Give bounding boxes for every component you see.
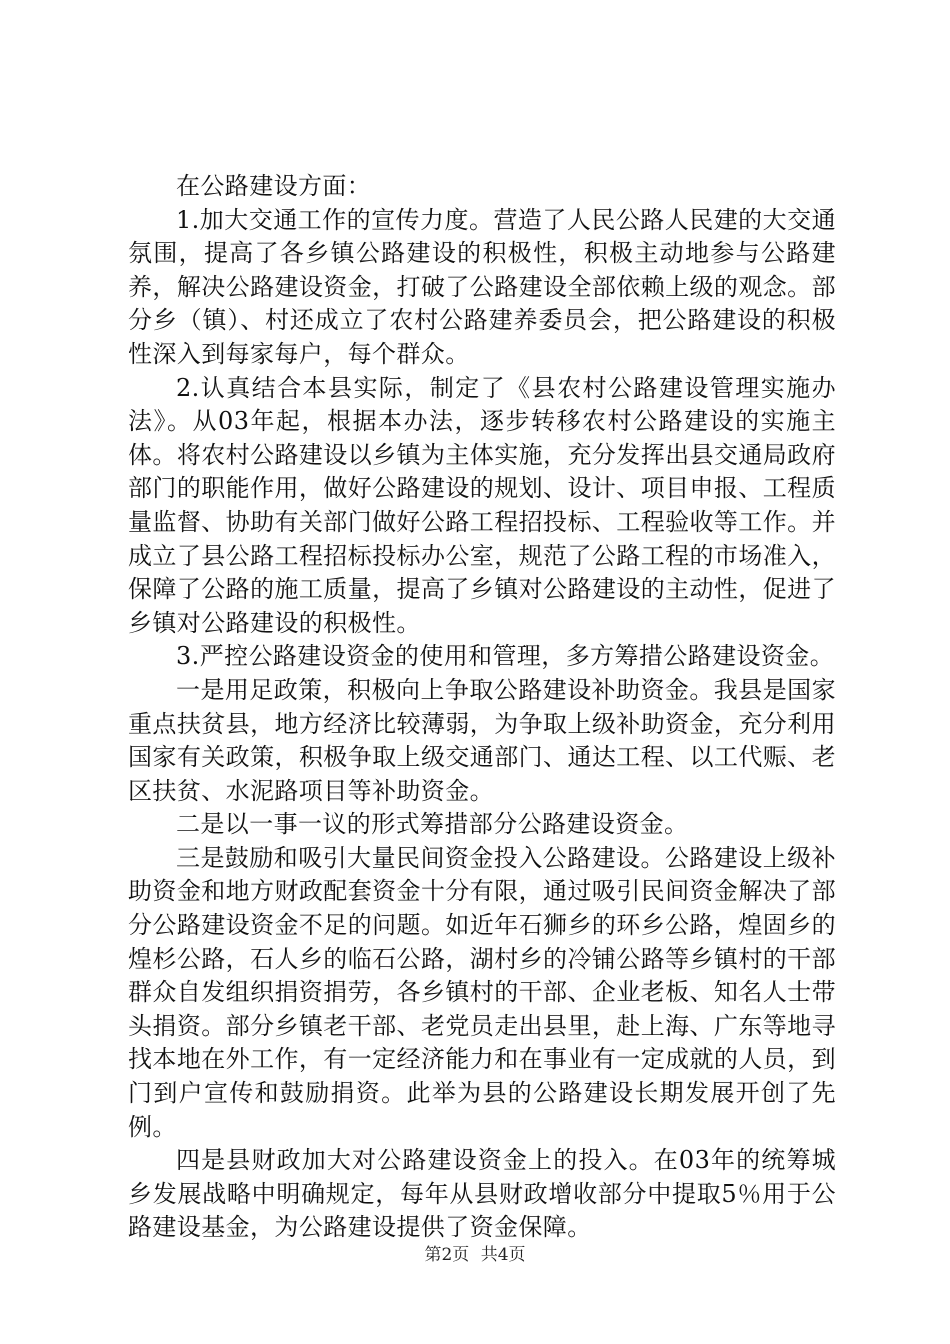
paragraph-point-4: 四是县财政加大对公路建设资金上的投入。在03年的统筹城乡发展战略中明确规定，每年从县财政增收部分中提取5％用于公路建设基金，为公路建设提供了资金保障。 (128, 1146, 836, 1242)
paragraph-item-3: 3.严控公路建设资金的使用和管理，多方筹措公路建设资金。 (176, 642, 835, 671)
paragraph-item-1: 1.加大交通工作的宣传力度。营造了人民公路人民建的大交通氛围，提高了各乡镇公路建设的积极性，积极主动地参与公路建养，解决公路建设资金，打破了公路建设全部依赖上级的观念。部分乡（镇）、村还成立了农村公路建养委员会，把公路建设的积极性深入到每家每户，每个群众。 (128, 205, 836, 368)
document-body (128, 170, 836, 1245)
paragraph-point-3: 三是鼓励和吸引大量民间资金投入公路建设。公路建设上级补助资金和地方财政配套资金十分有限，通过吸引民间资金解决了部分公路建设资金不足的问题。如近年石狮乡的环乡公路，煌固乡的煌杉公路，石人乡的临石公路，湖村乡的冷铺公路等乡镇村的干部群众自发组织捐资捐劳，各乡镇村的干部、企业老板、知名人士带头捐资。部分乡镇老干部、老党员走出县里，赴上海、广东等地寻找本地在外工作，有一定经济能力和在事业有一定成就的人员，到门到户宣传和鼓励捐资。此举为县的公路建设长期发展开创了先例。 (128, 843, 836, 1141)
paragraph-point-2: 二是以一事一议的形式筹措部分公路建设资金。 (176, 810, 689, 839)
paragraph-point-1: 一是用足政策，积极向上争取公路建设补助资金。我县是国家重点扶贫县，地方经济比较薄弱，为争取上级补助资金，充分利用国家有关政策，积极争取上级交通部门、通达工程、以工代赈、老区扶贫、水泥路项目等补助资金。 (128, 675, 836, 805)
paragraph-item-2: 2.认真结合本县实际，制定了《县农村公路建设管理实施办法》。从03年起，根据本办法，逐步转移农村公路建设的实施主体。将农村公路建设以乡镇为主体实施，充分发挥出县交通局政府部门的职能作用，做好公路建设的规划、设计、项目申报、工程质量监督、协助有关部门做好公路工程招投标、工程验收等工作。并成立了县公路工程招标投标办公室，规范了公路工程的市场准入，保障了公路的施工质量，提高了乡镇对公路建设的主动性，促进了乡镇对公路建设的积极性。 (128, 373, 836, 637)
section-heading: 在公路建设方面： (176, 172, 372, 200)
page-number-footer: 第2页 共4页 (424, 1245, 526, 1265)
